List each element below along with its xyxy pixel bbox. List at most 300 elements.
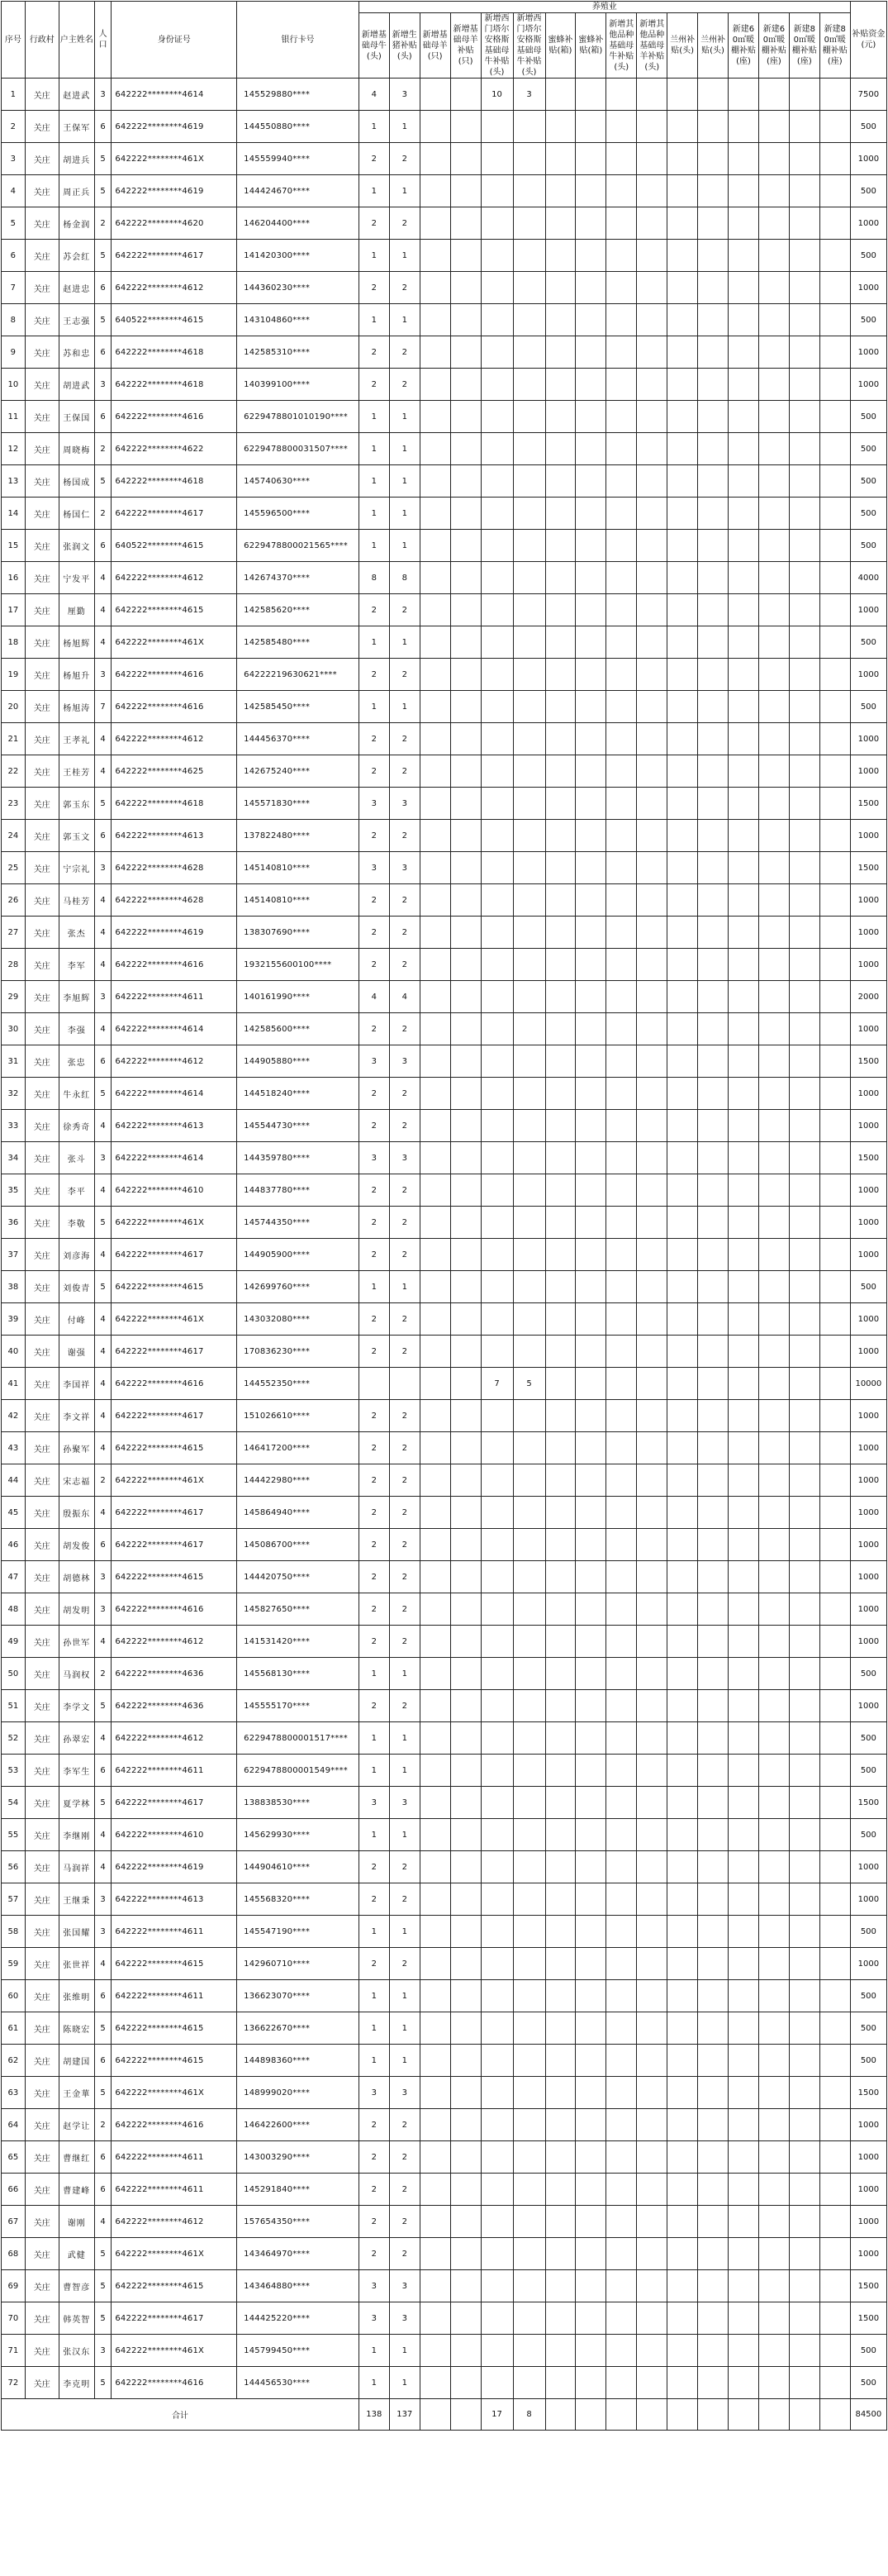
cell-col-11 xyxy=(667,562,698,594)
cell-col-7 xyxy=(545,562,576,594)
cell-col-4 xyxy=(450,562,481,594)
cell-col-9 xyxy=(606,2270,637,2302)
cell-col-9 xyxy=(606,1980,637,2012)
table-row xyxy=(2,369,887,401)
cell-village: 关庄 xyxy=(25,1303,59,1336)
cell-col-10 xyxy=(637,498,667,530)
cell-col-8 xyxy=(576,1948,606,1980)
cell-col-14 xyxy=(758,691,789,723)
cell-col-3 xyxy=(420,207,450,240)
cell-col-16 xyxy=(819,2174,850,2206)
cell-id: 642222********4610 xyxy=(112,1819,237,1851)
cell-col-12 xyxy=(698,1626,729,1658)
cell-col-16 xyxy=(819,626,850,659)
cell-id: 642222********4617 xyxy=(112,1336,237,1368)
cell-col-1: 1 xyxy=(359,2012,389,2045)
cell-col-9 xyxy=(606,659,637,691)
cell-col-12 xyxy=(698,917,729,949)
cell-owner: 张世祥 xyxy=(59,1948,94,1980)
cell-id: 642222********461X xyxy=(112,143,237,175)
cell-col-1: 1 xyxy=(359,304,389,336)
cell-col-5: 7 xyxy=(481,1368,513,1400)
table-row xyxy=(2,1239,887,1271)
cell-village: 关庄 xyxy=(25,820,59,852)
cell-col-11 xyxy=(667,465,698,498)
cell-id: 642222********4617 xyxy=(112,498,237,530)
cell-id: 642222********4611 xyxy=(112,1755,237,1787)
cell-col-16 xyxy=(819,1432,850,1464)
cell-people: 4 xyxy=(94,1819,112,1851)
cell-col-13 xyxy=(729,820,759,852)
cell-col-11 xyxy=(667,949,698,981)
cell-col-16 xyxy=(819,79,850,111)
cell-col-12 xyxy=(698,498,729,530)
cell-col-14 xyxy=(758,1690,789,1722)
cell-col-11 xyxy=(667,369,698,401)
cell-col-6 xyxy=(513,175,545,207)
cell-col-8 xyxy=(576,498,606,530)
cell-col-7 xyxy=(545,2335,576,2367)
cell-col-4 xyxy=(450,79,481,111)
cell-col-14 xyxy=(758,530,789,562)
cell-bank: 140161990**** xyxy=(237,981,359,1013)
cell-col-8 xyxy=(576,111,606,143)
table-row xyxy=(2,401,887,433)
cell-col-14 xyxy=(758,336,789,369)
cell-people: 4 xyxy=(94,1497,112,1529)
cell-people: 5 xyxy=(94,1271,112,1303)
cell-col-5 xyxy=(481,401,513,433)
cell-col-4 xyxy=(450,401,481,433)
cell-col-15 xyxy=(789,788,819,820)
table-row xyxy=(2,1174,887,1207)
cell-col-5 xyxy=(481,465,513,498)
cell-col-1: 1 xyxy=(359,1722,389,1755)
cell-col-11 xyxy=(667,1142,698,1174)
cell-col-9 xyxy=(606,2238,637,2270)
cell-id: 642222********4617 xyxy=(112,240,237,272)
cell-col-1: 1 xyxy=(359,2367,389,2399)
cell-col-11 xyxy=(667,723,698,755)
cell-col-14 xyxy=(758,369,789,401)
cell-col-9 xyxy=(606,1400,637,1432)
cell-col-7 xyxy=(545,981,576,1013)
cell-col-14 xyxy=(758,1722,789,1755)
cell-col-13 xyxy=(729,2367,759,2399)
cell-col-7 xyxy=(545,1336,576,1368)
cell-col-13 xyxy=(729,2174,759,2206)
cell-subsidy: 7500 xyxy=(850,79,886,111)
cell-col-11 xyxy=(667,111,698,143)
cell-bank: 151026610**** xyxy=(237,1400,359,1432)
cell-col-14 xyxy=(758,788,789,820)
cell-col-10 xyxy=(637,820,667,852)
cell-col-11 xyxy=(667,691,698,723)
cell-col-8 xyxy=(576,1432,606,1464)
cell-col-4 xyxy=(450,1948,481,1980)
cell-col-9 xyxy=(606,981,637,1013)
cell-col-1 xyxy=(359,1368,389,1400)
cell-col-9 xyxy=(606,852,637,884)
cell-col-8 xyxy=(576,1497,606,1529)
cell-col-2: 2 xyxy=(389,1432,420,1464)
cell-col-2: 1 xyxy=(389,498,420,530)
cell-seq: 37 xyxy=(2,1239,26,1271)
cell-village: 关庄 xyxy=(25,1722,59,1755)
cell-col-13 xyxy=(729,1497,759,1529)
cell-bank: 145529880**** xyxy=(237,79,359,111)
cell-id: 642222********4612 xyxy=(112,1626,237,1658)
cell-col-6 xyxy=(513,852,545,884)
cell-village: 关庄 xyxy=(25,884,59,917)
cell-col-14 xyxy=(758,1400,789,1432)
cell-col-12 xyxy=(698,562,729,594)
cell-col-7 xyxy=(545,304,576,336)
cell-id: 642222********4611 xyxy=(112,1916,237,1948)
cell-subsidy: 500 xyxy=(850,433,886,465)
cell-col-1: 2 xyxy=(359,2109,389,2141)
cell-col-13 xyxy=(729,79,759,111)
cell-col-3 xyxy=(420,1916,450,1948)
cell-col-5 xyxy=(481,594,513,626)
cell-col-3 xyxy=(420,2012,450,2045)
cell-bank: 145559940**** xyxy=(237,143,359,175)
cell-owner: 杨旭辉 xyxy=(59,626,94,659)
total-col-2: 137 xyxy=(389,2399,420,2431)
cell-col-10 xyxy=(637,2045,667,2077)
cell-col-15 xyxy=(789,1400,819,1432)
cell-seq: 62 xyxy=(2,2045,26,2077)
cell-col-11 xyxy=(667,2045,698,2077)
table-row xyxy=(2,530,887,562)
cell-col-1: 1 xyxy=(359,530,389,562)
cell-col-11 xyxy=(667,336,698,369)
cell-people: 6 xyxy=(94,2174,112,2206)
cell-col-3 xyxy=(420,433,450,465)
table-row xyxy=(2,1110,887,1142)
cell-col-16 xyxy=(819,1658,850,1690)
cell-bank: 145544730**** xyxy=(237,1110,359,1142)
cell-col-8 xyxy=(576,304,606,336)
cell-col-7 xyxy=(545,2141,576,2174)
cell-col-15 xyxy=(789,852,819,884)
cell-col-15 xyxy=(789,562,819,594)
cell-seq: 48 xyxy=(2,1593,26,1626)
cell-col-13 xyxy=(729,1626,759,1658)
cell-subsidy: 2000 xyxy=(850,981,886,1013)
cell-col-8 xyxy=(576,465,606,498)
cell-col-7 xyxy=(545,594,576,626)
cell-subsidy: 1000 xyxy=(850,917,886,949)
cell-col-9 xyxy=(606,433,637,465)
cell-col-14 xyxy=(758,1142,789,1174)
cell-people: 6 xyxy=(94,336,112,369)
cell-col-9 xyxy=(606,1142,637,1174)
cell-owner: 李克明 xyxy=(59,2367,94,2399)
cell-people: 6 xyxy=(94,1529,112,1561)
cell-seq: 46 xyxy=(2,1529,26,1561)
cell-col-13 xyxy=(729,304,759,336)
cell-seq: 29 xyxy=(2,981,26,1013)
cell-people: 4 xyxy=(94,1110,112,1142)
cell-col-5 xyxy=(481,2302,513,2335)
table-row xyxy=(2,1432,887,1464)
cell-col-7 xyxy=(545,1561,576,1593)
cell-col-6 xyxy=(513,1626,545,1658)
cell-col-10 xyxy=(637,1722,667,1755)
cell-col-15 xyxy=(789,465,819,498)
cell-owner: 王继秉 xyxy=(59,1883,94,1916)
cell-col-2: 3 xyxy=(389,2077,420,2109)
cell-col-16 xyxy=(819,240,850,272)
cell-col-16 xyxy=(819,336,850,369)
cell-subsidy: 500 xyxy=(850,1980,886,2012)
cell-col-10 xyxy=(637,2335,667,2367)
cell-people: 5 xyxy=(94,788,112,820)
cell-col-11 xyxy=(667,981,698,1013)
cell-col-6 xyxy=(513,369,545,401)
cell-id: 642222********4612 xyxy=(112,723,237,755)
cell-seq: 36 xyxy=(2,1207,26,1239)
cell-col-7 xyxy=(545,143,576,175)
cell-village: 关庄 xyxy=(25,175,59,207)
cell-col-7 xyxy=(545,2367,576,2399)
cell-col-4 xyxy=(450,143,481,175)
cell-col-15 xyxy=(789,304,819,336)
cell-col-8 xyxy=(576,917,606,949)
cell-col-3 xyxy=(420,1303,450,1336)
cell-id: 642222********4615 xyxy=(112,2012,237,2045)
cell-seq: 30 xyxy=(2,1013,26,1045)
cell-col-13 xyxy=(729,1368,759,1400)
cell-id: 642222********461X xyxy=(112,1207,237,1239)
cell-col-1: 2 xyxy=(359,820,389,852)
cell-col-16 xyxy=(819,1755,850,1787)
table-row xyxy=(2,498,887,530)
cell-col-2: 1 xyxy=(389,626,420,659)
cell-col-16 xyxy=(819,1142,850,1174)
cell-seq: 34 xyxy=(2,1142,26,1174)
cell-col-14 xyxy=(758,401,789,433)
cell-col-1: 2 xyxy=(359,1851,389,1883)
cell-col-7 xyxy=(545,949,576,981)
cell-col-10 xyxy=(637,1303,667,1336)
cell-col-1: 1 xyxy=(359,2335,389,2367)
cell-col-13 xyxy=(729,1078,759,1110)
cell-col-3 xyxy=(420,1432,450,1464)
header-col-13: 新建60㎡暖棚补贴(座) xyxy=(729,13,759,79)
cell-col-10 xyxy=(637,1239,667,1271)
cell-col-8 xyxy=(576,1722,606,1755)
cell-col-4 xyxy=(450,1239,481,1271)
cell-col-12 xyxy=(698,1464,729,1497)
cell-col-16 xyxy=(819,2045,850,2077)
cell-col-8 xyxy=(576,1271,606,1303)
cell-owner: 张汉东 xyxy=(59,2335,94,2367)
cell-col-4 xyxy=(450,2367,481,2399)
cell-village: 关庄 xyxy=(25,1626,59,1658)
cell-col-3 xyxy=(420,1658,450,1690)
cell-col-15 xyxy=(789,917,819,949)
cell-col-16 xyxy=(819,884,850,917)
cell-col-11 xyxy=(667,530,698,562)
cell-village: 关庄 xyxy=(25,691,59,723)
cell-id: 640522********4615 xyxy=(112,304,237,336)
cell-col-11 xyxy=(667,2270,698,2302)
cell-col-14 xyxy=(758,433,789,465)
cell-col-15 xyxy=(789,2109,819,2141)
cell-col-2: 3 xyxy=(389,1142,420,1174)
cell-col-13 xyxy=(729,659,759,691)
cell-col-4 xyxy=(450,1368,481,1400)
cell-col-5 xyxy=(481,2174,513,2206)
cell-owner: 胡进武 xyxy=(59,369,94,401)
cell-col-4 xyxy=(450,1110,481,1142)
table-row xyxy=(2,2077,887,2109)
cell-col-8 xyxy=(576,981,606,1013)
cell-people: 3 xyxy=(94,852,112,884)
cell-col-6 xyxy=(513,1916,545,1948)
cell-seq: 20 xyxy=(2,691,26,723)
cell-col-2: 1 xyxy=(389,1916,420,1948)
cell-col-13 xyxy=(729,1851,759,1883)
cell-col-6 xyxy=(513,594,545,626)
cell-col-8 xyxy=(576,884,606,917)
cell-col-12 xyxy=(698,1271,729,1303)
cell-col-2: 1 xyxy=(389,2012,420,2045)
cell-col-3 xyxy=(420,2367,450,2399)
cell-col-7 xyxy=(545,723,576,755)
cell-col-1: 3 xyxy=(359,1045,389,1078)
cell-col-11 xyxy=(667,917,698,949)
cell-bank: 141420300**** xyxy=(237,240,359,272)
cell-col-13 xyxy=(729,1916,759,1948)
cell-col-9 xyxy=(606,465,637,498)
cell-col-15 xyxy=(789,1497,819,1529)
cell-col-12 xyxy=(698,1110,729,1142)
cell-col-5 xyxy=(481,981,513,1013)
cell-bank: 1932155600100**** xyxy=(237,949,359,981)
cell-col-7 xyxy=(545,659,576,691)
cell-col-1: 2 xyxy=(359,2141,389,2174)
cell-subsidy: 1000 xyxy=(850,884,886,917)
table-row xyxy=(2,1497,887,1529)
cell-col-9 xyxy=(606,240,637,272)
cell-col-15 xyxy=(789,981,819,1013)
cell-col-2: 3 xyxy=(389,2302,420,2335)
cell-people: 3 xyxy=(94,659,112,691)
cell-owner: 韩英智 xyxy=(59,2302,94,2335)
cell-col-16 xyxy=(819,1787,850,1819)
cell-village: 关庄 xyxy=(25,2141,59,2174)
cell-seq: 1 xyxy=(2,79,26,111)
table-row xyxy=(2,207,887,240)
cell-village: 关庄 xyxy=(25,1851,59,1883)
cell-col-15 xyxy=(789,1078,819,1110)
cell-col-4 xyxy=(450,1851,481,1883)
cell-subsidy: 1000 xyxy=(850,949,886,981)
cell-seq: 12 xyxy=(2,433,26,465)
cell-subsidy: 500 xyxy=(850,1916,886,1948)
total-row xyxy=(2,2399,887,2431)
cell-col-15 xyxy=(789,1271,819,1303)
cell-col-14 xyxy=(758,1755,789,1787)
cell-col-14 xyxy=(758,2367,789,2399)
cell-bank: 146204400**** xyxy=(237,207,359,240)
cell-col-7 xyxy=(545,691,576,723)
cell-col-2: 2 xyxy=(389,1239,420,1271)
cell-col-4 xyxy=(450,1497,481,1529)
cell-village: 关庄 xyxy=(25,626,59,659)
cell-col-7 xyxy=(545,852,576,884)
cell-col-14 xyxy=(758,723,789,755)
cell-col-12 xyxy=(698,1142,729,1174)
cell-col-2: 2 xyxy=(389,1303,420,1336)
cell-col-8 xyxy=(576,1078,606,1110)
cell-people: 5 xyxy=(94,2302,112,2335)
cell-col-13 xyxy=(729,884,759,917)
cell-col-7 xyxy=(545,1626,576,1658)
cell-col-1: 2 xyxy=(359,1336,389,1368)
cell-col-6 xyxy=(513,755,545,788)
cell-col-12 xyxy=(698,1045,729,1078)
subsidy-table xyxy=(1,1,887,2431)
cell-col-14 xyxy=(758,2141,789,2174)
cell-owner: 周晓梅 xyxy=(59,433,94,465)
cell-col-6 xyxy=(513,336,545,369)
cell-bank: 145568320**** xyxy=(237,1883,359,1916)
cell-col-10 xyxy=(637,1497,667,1529)
cell-col-15 xyxy=(789,2270,819,2302)
cell-col-12 xyxy=(698,2045,729,2077)
cell-owner: 殷振东 xyxy=(59,1497,94,1529)
cell-col-6 xyxy=(513,1013,545,1045)
cell-bank: 140399100**** xyxy=(237,369,359,401)
cell-seq: 50 xyxy=(2,1658,26,1690)
cell-col-5 xyxy=(481,111,513,143)
cell-owner: 李军生 xyxy=(59,1755,94,1787)
cell-col-13 xyxy=(729,1755,759,1787)
cell-col-9 xyxy=(606,1013,637,1045)
cell-col-4 xyxy=(450,949,481,981)
cell-id: 642222********4617 xyxy=(112,1400,237,1432)
cell-col-7 xyxy=(545,1239,576,1271)
cell-col-10 xyxy=(637,401,667,433)
cell-col-14 xyxy=(758,1336,789,1368)
cell-owner: 张维明 xyxy=(59,1980,94,2012)
cell-col-1: 1 xyxy=(359,1916,389,1948)
cell-bank: 145568130**** xyxy=(237,1658,359,1690)
cell-col-12 xyxy=(698,465,729,498)
cell-col-13 xyxy=(729,2270,759,2302)
cell-seq: 38 xyxy=(2,1271,26,1303)
cell-subsidy: 1000 xyxy=(850,369,886,401)
cell-seq: 2 xyxy=(2,111,26,143)
cell-col-16 xyxy=(819,401,850,433)
cell-seq: 4 xyxy=(2,175,26,207)
cell-seq: 28 xyxy=(2,949,26,981)
cell-seq: 47 xyxy=(2,1561,26,1593)
cell-bank: 145827650**** xyxy=(237,1593,359,1626)
cell-col-15 xyxy=(789,1045,819,1078)
cell-bank: 144422980**** xyxy=(237,1464,359,1497)
cell-col-4 xyxy=(450,1980,481,2012)
cell-col-4 xyxy=(450,240,481,272)
cell-bank: 145086700**** xyxy=(237,1529,359,1561)
cell-col-2: 2 xyxy=(389,1174,420,1207)
cell-col-5 xyxy=(481,1658,513,1690)
cell-col-1: 1 xyxy=(359,175,389,207)
